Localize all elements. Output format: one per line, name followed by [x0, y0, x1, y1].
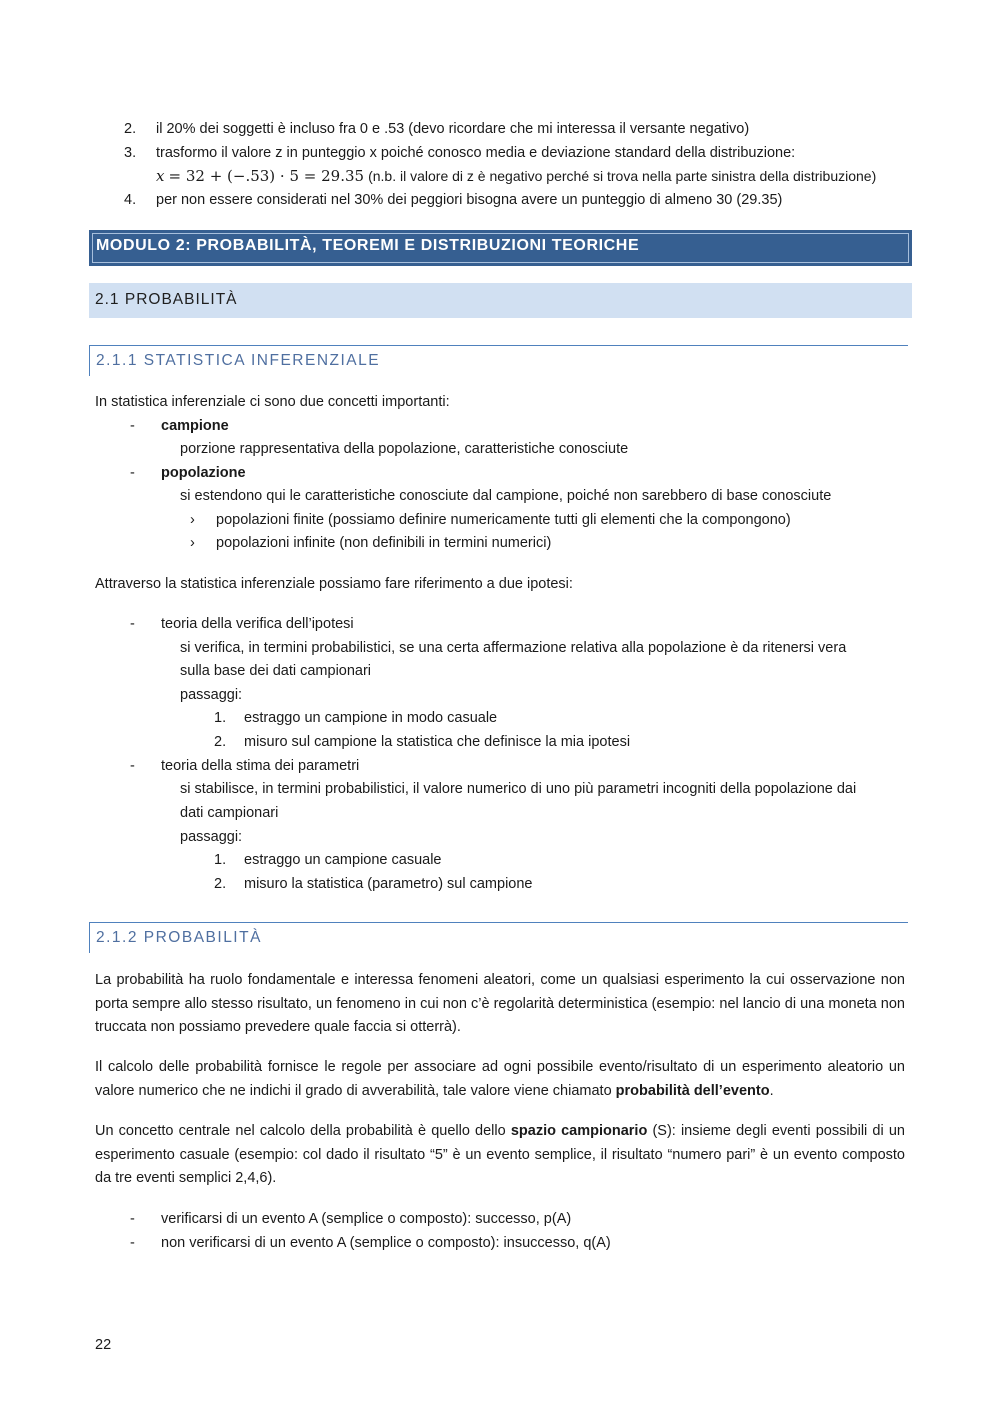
dash-bullet-icon: -: [130, 616, 135, 632]
term-description: si estendono qui le caratteristiche conosciute dal campione, poiché non sarebbero di base conosciute: [180, 488, 832, 504]
list-number: 2.: [124, 121, 137, 137]
bold-term: probabilità dell’evento: [615, 1082, 770, 1099]
list-text: trasformo il valore z in punteggio x poiché conosco media e deviazione standard della distribuzione:: [156, 145, 796, 161]
bullet-item-verifica: [130, 616, 354, 632]
page-number: 22: [95, 1337, 112, 1353]
list-item: [124, 192, 783, 208]
intro-text: Attraverso la statistica inferenziale possiamo fare riferimento a due ipotesi:: [95, 576, 573, 592]
dash-bullet-icon: -: [130, 758, 135, 774]
subsection-heading: [89, 345, 908, 376]
chevron-right-icon: ›: [190, 512, 195, 528]
section-title: 2.1 PROBABILITÀ: [95, 291, 238, 308]
term-description: sulla base dei dati campionari: [180, 663, 372, 679]
step-text: misuro sul campione la statistica che definisce la mia ipotesi: [244, 734, 631, 750]
dash-bullet-icon: -: [130, 418, 135, 434]
step-text: estraggo un campione casuale: [244, 852, 442, 868]
step-number: 1.: [214, 710, 227, 726]
term-label: popolazione: [161, 465, 246, 481]
paragraph: [95, 1120, 905, 1191]
dash-bullet-icon: -: [130, 1235, 135, 1251]
dash-bullet-icon: -: [130, 465, 135, 481]
bold-term: spazio campionario: [510, 1123, 648, 1139]
list-text: il 20% dei soggetti è incluso fra 0 e .53 (devo ricordare che mi interessa il versante negativo): [156, 121, 750, 137]
bullet-item-campione: [130, 418, 229, 434]
dash-bullet-icon: -: [130, 1211, 135, 1227]
subsection-title: 2.1.1 STATISTICA INFERENZIALE: [96, 352, 381, 369]
paragraph: La probabilità ha ruolo fondamentale e interessa fenomeni aleatori, come un qualsiasi esperimento la cui osservazione non porta sempre allo stesso risultato, un fenomeno in cui non c’è regolarità deterministica (esempio: nel lancio di una moneta non truccata non possiamo prevedere quale faccia si otterrà).: [95, 972, 905, 1035]
step-item: [214, 852, 442, 868]
module-heading-bar: [89, 230, 912, 266]
step-text: misuro la statistica (parametro) sul campione: [244, 876, 533, 892]
term-description: porzione rappresentativa della popolazione, caratteristiche conosciute: [180, 441, 629, 457]
bullet-text: non verificarsi di un evento A (semplice o composto): insuccesso, q(A): [161, 1235, 611, 1251]
step-item: [214, 734, 631, 750]
list-item: [124, 121, 750, 137]
step-number: 2.: [214, 734, 227, 750]
paragraph-text: Il calcolo delle probabilità fornisce le regole per associare ad ogni possibile evento/risultato di un esperimento aleatorio un valore numerico che ne indichi il grado di avverabilità, tale valore viene chiamato: [95, 1059, 905, 1099]
term-description: dati campionari: [180, 805, 279, 821]
list-item: [124, 145, 796, 161]
formula-note: (n.b. il valore di z è negativo perché si trova nella parte sinistra della distribuzione): [368, 168, 877, 184]
chevron-right-icon: ›: [190, 535, 195, 551]
formula-variable: x: [156, 167, 165, 185]
steps-label: passaggi:: [180, 829, 243, 845]
sub-bullet-item: [190, 512, 791, 528]
list-number: 4.: [124, 192, 137, 208]
paragraph-text: (S): insieme degli eventi possibili di un esperimento casuale (esempio: col dado il risultato “5” è un evento semplice, il risultato “numero pari” è un evento composto da tre eventi semplici 2,4,6).: [95, 1123, 905, 1186]
term-label: teoria della verifica dell’ipotesi: [161, 616, 354, 632]
section-heading-bar: [89, 283, 912, 318]
term-description: si verifica, in termini probabilistici, se una certa affermazione relativa alla popolazione è da ritenersi vera: [180, 640, 847, 656]
bullet-item: [130, 1235, 611, 1251]
formula-line: [156, 167, 876, 185]
step-item: [214, 876, 533, 892]
paragraph: [95, 1056, 905, 1103]
step-text: estraggo un campione in modo casuale: [244, 710, 498, 726]
bullet-item-stima: [130, 758, 360, 774]
bullet-text: verificarsi di un evento A (semplice o composto): successo, p(A): [161, 1211, 572, 1227]
sub-bullet-item: [190, 535, 552, 551]
term-description: si stabilisce, in termini probabilistici, il valore numerico di uno più parametri incogniti della popolazione dai: [180, 781, 857, 797]
step-number: 2.: [214, 876, 227, 892]
formula-expression: = 32 + (−.53) · 5 = 29.35: [168, 167, 365, 185]
subsection-heading: [89, 922, 908, 953]
step-item: [214, 710, 498, 726]
subsection-title: 2.1.2 PROBABILITÀ: [96, 929, 262, 946]
steps-label: passaggi:: [180, 687, 243, 703]
module-title: MODULO 2: PROBABILITÀ, TEOREMI E DISTRIBUZIONI TEORICHE: [96, 237, 640, 254]
paragraph-text: .: [769, 1082, 774, 1099]
step-number: 1.: [214, 852, 227, 868]
term-label: teoria della stima dei parametri: [161, 758, 360, 774]
intro-text: In statistica inferenziale ci sono due concetti importanti:: [95, 394, 450, 410]
sub-bullet-text: popolazioni infinite (non definibili in termini numerici): [216, 535, 552, 551]
sub-bullet-text: popolazioni finite (possiamo definire numericamente tutti gli elementi che la compongono): [216, 512, 791, 528]
list-number: 3.: [124, 145, 137, 161]
bullet-item: [130, 1211, 572, 1227]
term-label: campione: [161, 418, 229, 434]
bullet-item-popolazione: [130, 465, 246, 481]
paragraph-text: Un concetto centrale nel calcolo della probabilità è quello dello: [95, 1123, 511, 1139]
list-text: per non essere considerati nel 30% dei peggiori bisogna avere un punteggio di almeno 30 (29.35): [156, 192, 783, 208]
